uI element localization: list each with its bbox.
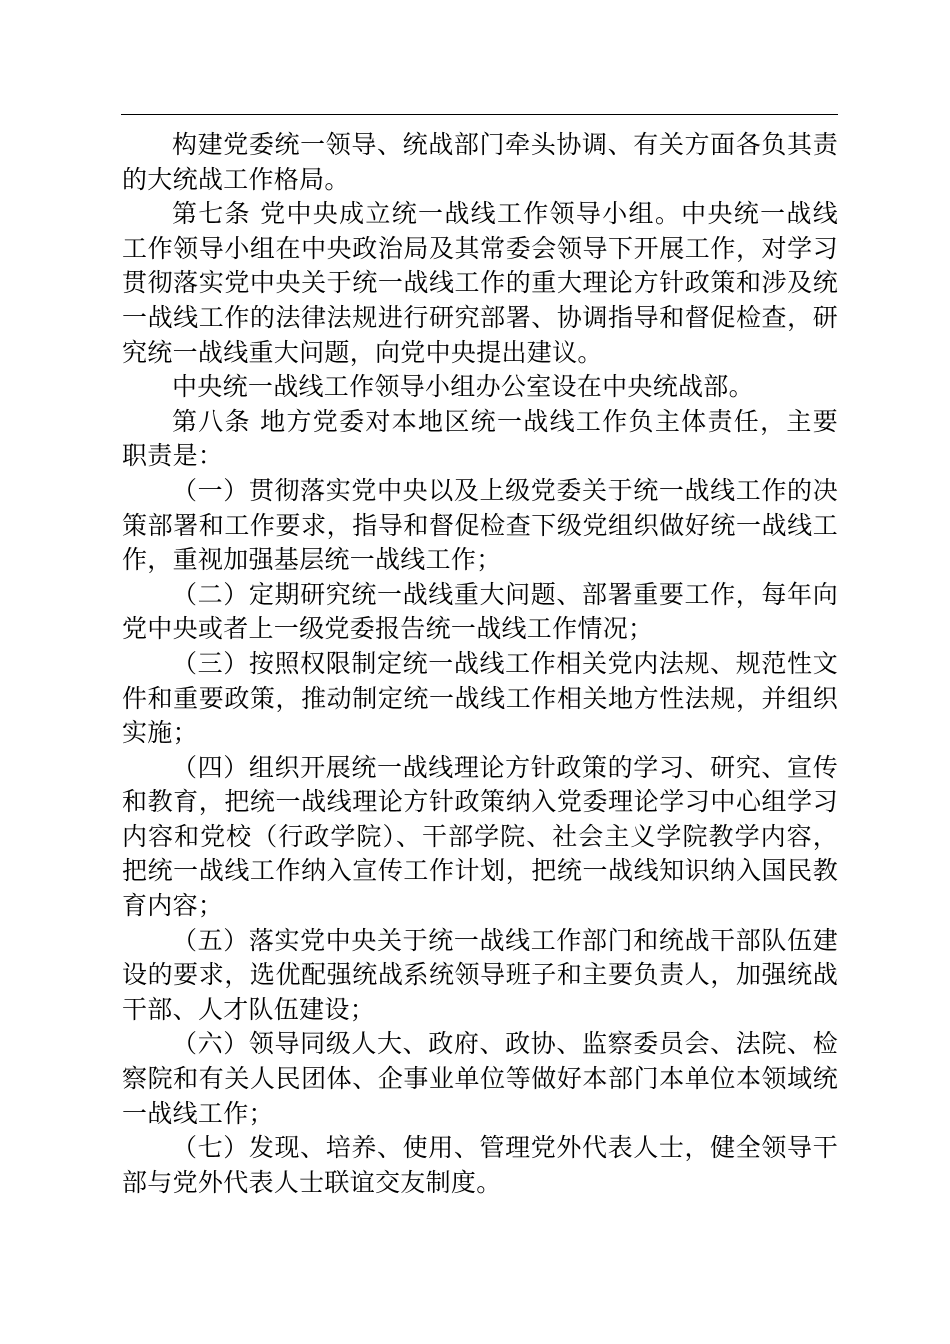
paragraph-item-7: （七）发现、培养、使用、管理党外代表人士，健全领导干部与党外代表人士联谊交友制度。: [122, 1133, 838, 1197]
paragraph-article-7: 第七条 党中央成立统一战线工作领导小组。中央统一战线工作领导小组在中央政治局及其常委会领导下开展工作，对学习贯彻落实党中央关于统一战线工作的重大理论方针政策和涉及统一战线工作的法律法规进行研究部署、协调指导和督促检查，研究统一战线重大问题，向党中央提出建议。: [122, 199, 838, 367]
paragraph-item-3: （三）按照权限制定统一战线工作相关党内法规、规范性文件和重要政策，推动制定统一战线工作相关地方性法规，并组织实施；: [122, 648, 838, 748]
paragraph-item-6: （六）领导同级人大、政府、政协、监察委员会、法院、检察院和有关人民团体、企事业单位等做好本部门本单位本领域统一战线工作；: [122, 1029, 838, 1128]
paragraph-item-5: （五）落实党中央关于统一战线工作部门和统战干部队伍建设的要求，选优配强统战系统领导班子和主要负责人，加强统战干部、人才队伍建设；: [122, 925, 838, 1024]
paragraph-item-4: （四）组织开展统一战线理论方针政策的学习、研究、宣传和教育，把统一战线理论方针政策纳入党委理论学习中心组学习内容和党校（行政学院）、干部学院、社会主义学院教学内容，把统一战线工作纳入宣传工作计划，把统一战线知识纳入国民教育内容；: [122, 752, 838, 921]
header-rule: [121, 114, 838, 115]
paragraph-item-1: （一）贯彻落实党中央以及上级党委关于统一战线工作的决策部署和工作要求，指导和督促检查下级党组织做好统一战线工作，重视加强基层统一战线工作；: [122, 475, 838, 575]
paragraph-continuation: 构建党委统一领导、统战部门牵头协调、有关方面各负其责的大统战工作格局。: [122, 130, 838, 194]
paragraph-office: 中央统一战线工作领导小组办公室设在中央统战部。: [172, 372, 754, 402]
paragraph-article-8: 第八条 地方党委对本地区统一战线工作负主体责任，主要职责是：: [122, 406, 838, 471]
document-body: [122, 128, 838, 1200]
paragraph-item-2: （二）定期研究统一战线重大问题、部署重要工作，每年向党中央或者上一级党委报告统一战线工作情况；: [122, 579, 838, 644]
